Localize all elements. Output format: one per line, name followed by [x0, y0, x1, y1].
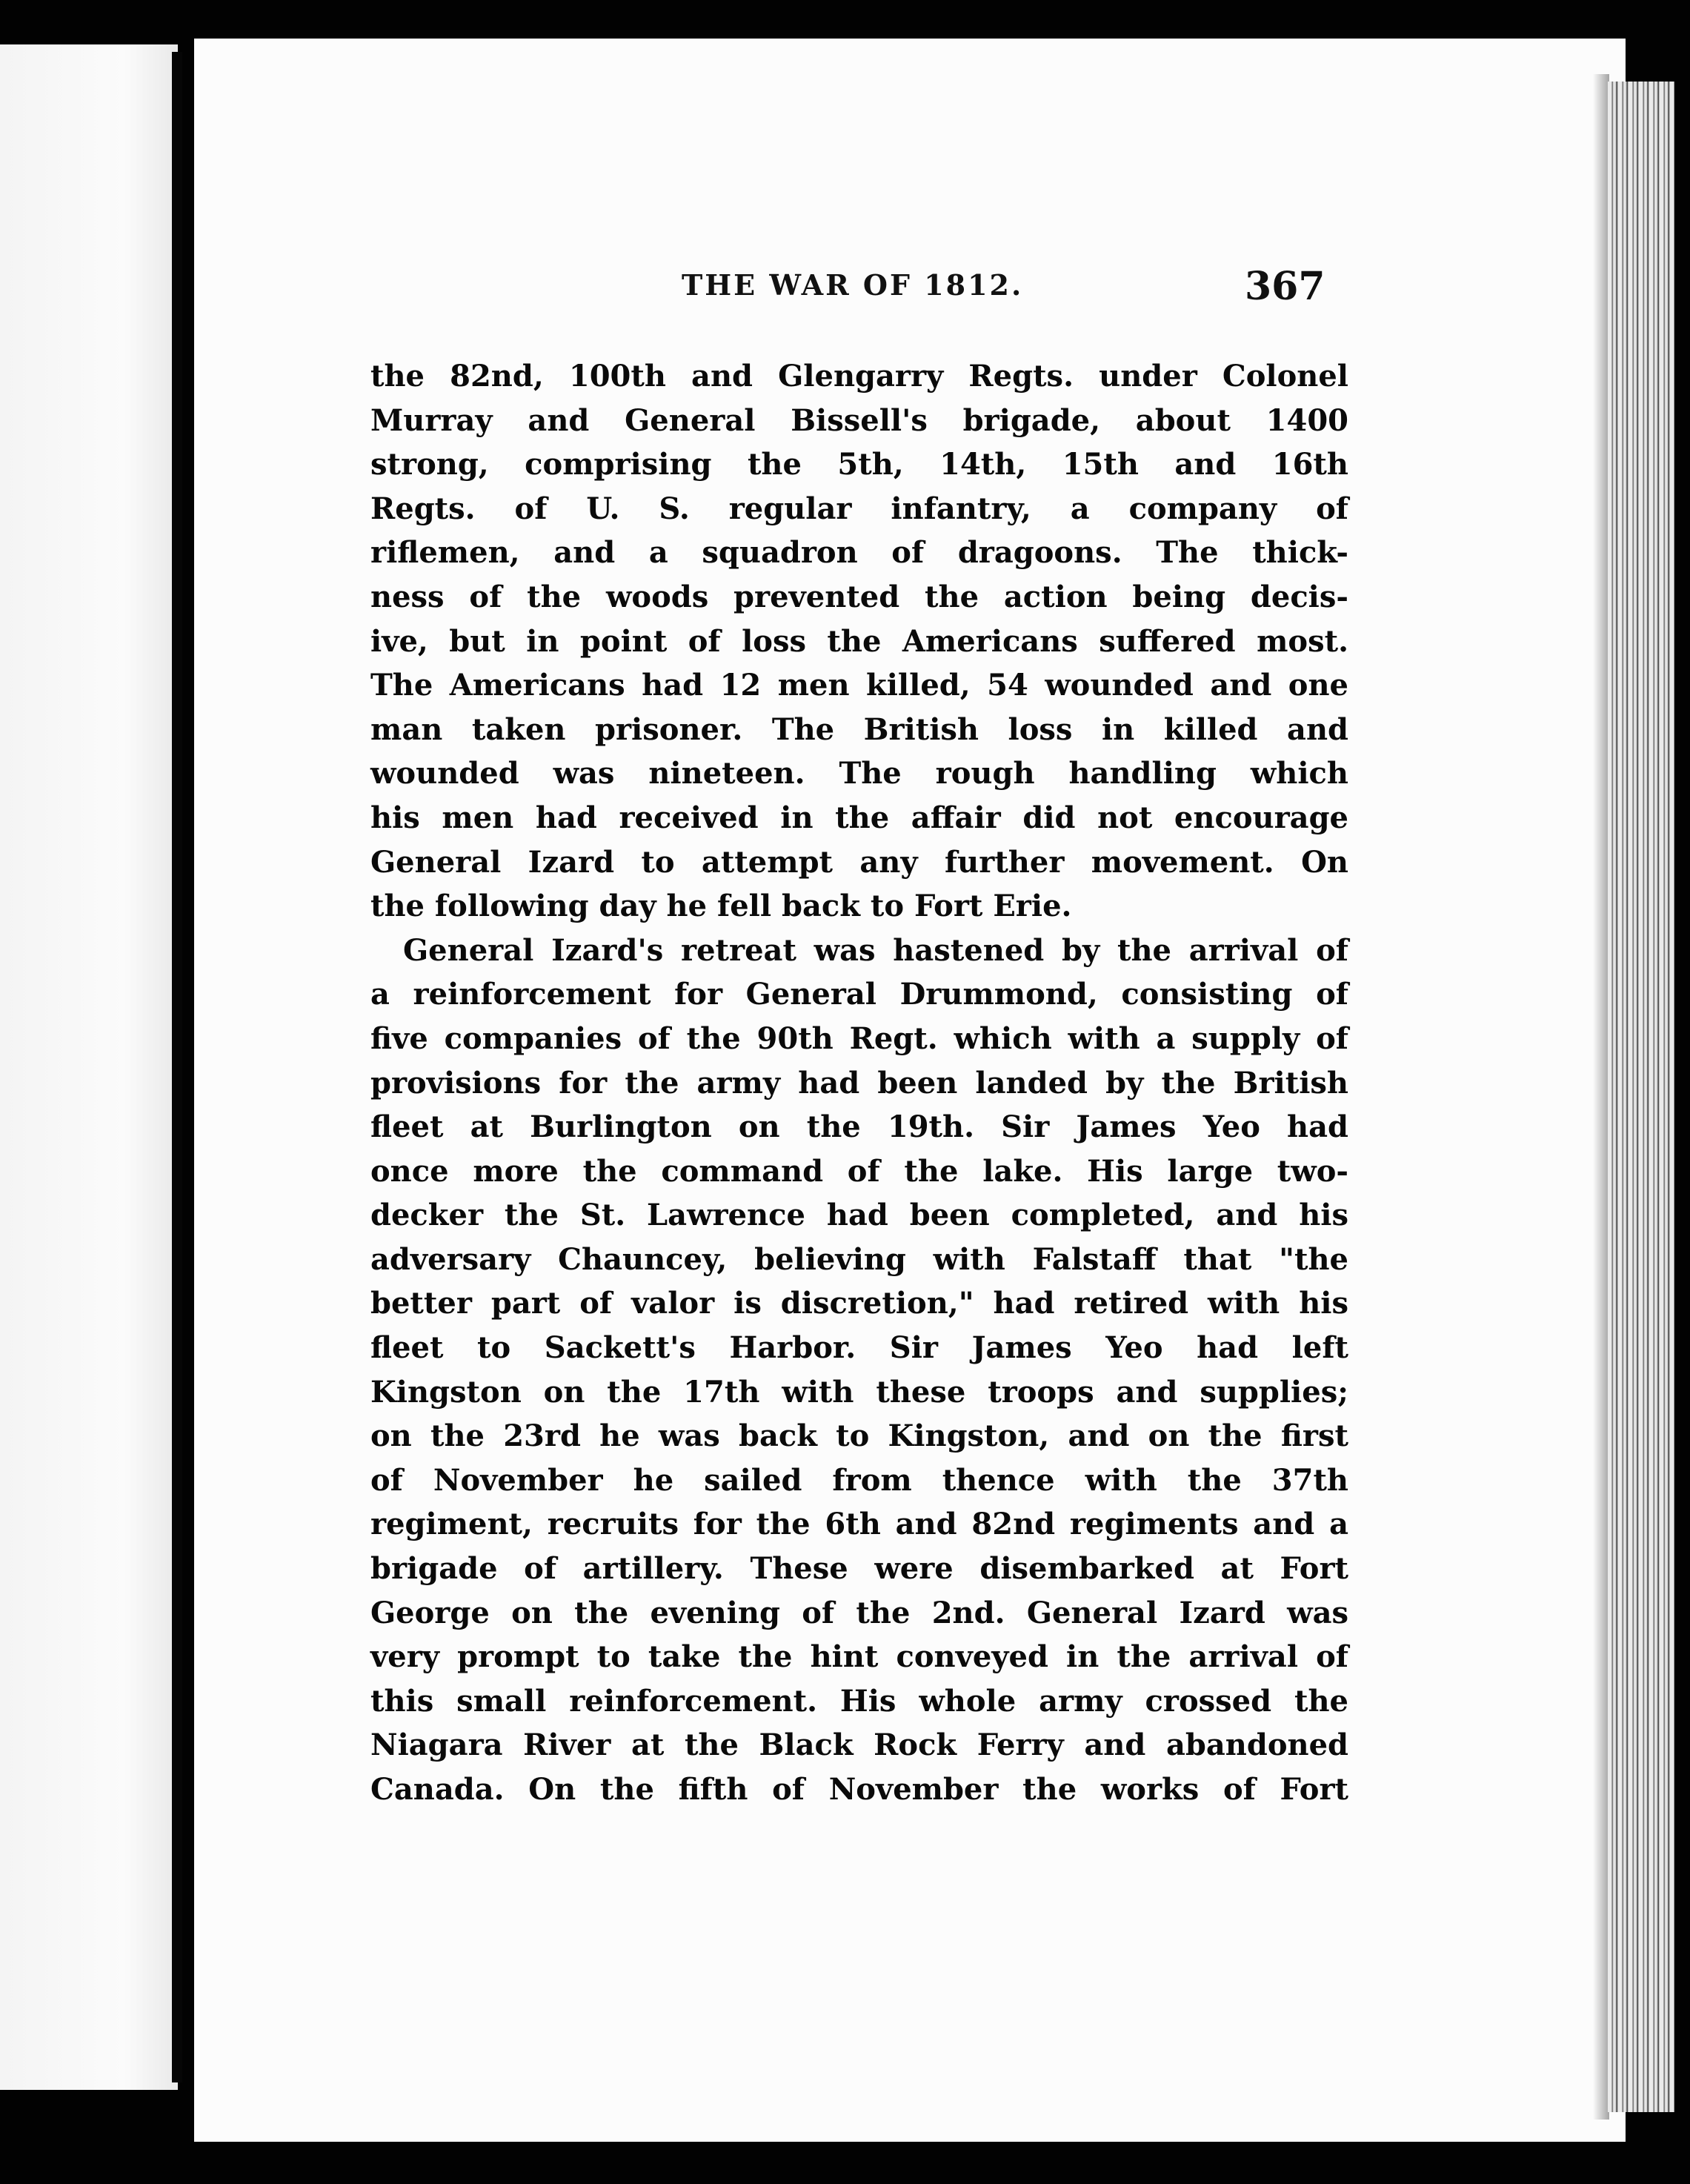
text-line: this small reinforcement. His whole army crossed the	[370, 1683, 1348, 1719]
text-line: adversary Chauncey, believing with Falstaff that "the	[370, 1241, 1348, 1277]
text-line: regiment, recruits for the 6th and 82nd regiments and a	[370, 1507, 1348, 1542]
running-head: THE WAR OF 1812.	[682, 268, 1024, 302]
text-line: once more the command of the lake. His large two-	[370, 1153, 1348, 1189]
text-line: ness of the woods prevented the action being decis-	[370, 579, 1348, 614]
text-line: Canada. On the fifth of November the works of Fort	[370, 1772, 1348, 1807]
text-line: better part of valor is discretion," had retired with his	[370, 1286, 1348, 1321]
text-line: ive, but in point of loss the Americans suffered most.	[370, 623, 1348, 659]
text-line: on the 23rd he was back to Kingston, and on the first	[370, 1418, 1348, 1454]
page-curl-shadow	[1593, 74, 1609, 2120]
text-line: fleet at Burlington on the 19th. Sir James Yeo had	[370, 1109, 1348, 1145]
text-line: provisions for the army had been landed by the British	[370, 1065, 1348, 1101]
text-line: five companies of the 90th Regt. which with a supply of	[370, 1020, 1348, 1056]
text-line: brigade of artillery. These were disembarked at Fort	[370, 1551, 1348, 1587]
text-line: man taken prisoner. The British loss in killed and	[370, 711, 1348, 747]
body-text	[370, 354, 1348, 1812]
facing-page-edge	[0, 44, 178, 2090]
page-stack-edges	[1608, 82, 1674, 2112]
text-line: very prompt to take the hint conveyed in the arrival of	[370, 1639, 1348, 1675]
book-gutter	[172, 52, 182, 2082]
text-line: Murray and General Bissell's brigade, about 1400	[370, 402, 1348, 438]
text-line: wounded was nineteen. The rough handling which	[370, 756, 1348, 791]
text-line: the 82nd, 100th and Glengarry Regts. under Colonel	[370, 359, 1348, 394]
text-line: of November he sailed from thence with the 37th	[370, 1462, 1348, 1498]
text-line: The Americans had 12 men killed, 54 wounded and one	[370, 668, 1348, 703]
text-line: a reinforcement for General Drummond, consisting of	[370, 977, 1348, 1012]
text-line: the following day he fell back to Fort Erie.	[370, 889, 1072, 924]
text-line: decker the St. Lawrence had been completed, and his	[370, 1198, 1348, 1233]
text-line: General Izard to attempt any further movement. On	[370, 844, 1348, 880]
text-line: Kingston on the 17th with these troops and supplies;	[370, 1374, 1348, 1410]
text-line: his men had received in the affair did not encourage	[370, 800, 1348, 835]
text-line: Regts. of U. S. regular infantry, a company of	[370, 491, 1348, 526]
text-line: Niagara River at the Black Rock Ferry and abandoned	[370, 1727, 1348, 1763]
text-line: strong, comprising the 5th, 14th, 15th and 16th	[370, 447, 1348, 482]
text-line: riflemen, and a squadron of dragoons. The thick-	[370, 535, 1348, 571]
text-line: General Izard's retreat was hastened by the arrival of	[403, 932, 1348, 968]
text-line: fleet to Sackett's Harbor. Sir James Yeo had left	[370, 1330, 1348, 1366]
page-number: 367	[1245, 264, 1325, 309]
text-line: George on the evening of the 2nd. General Izard was	[370, 1595, 1348, 1630]
